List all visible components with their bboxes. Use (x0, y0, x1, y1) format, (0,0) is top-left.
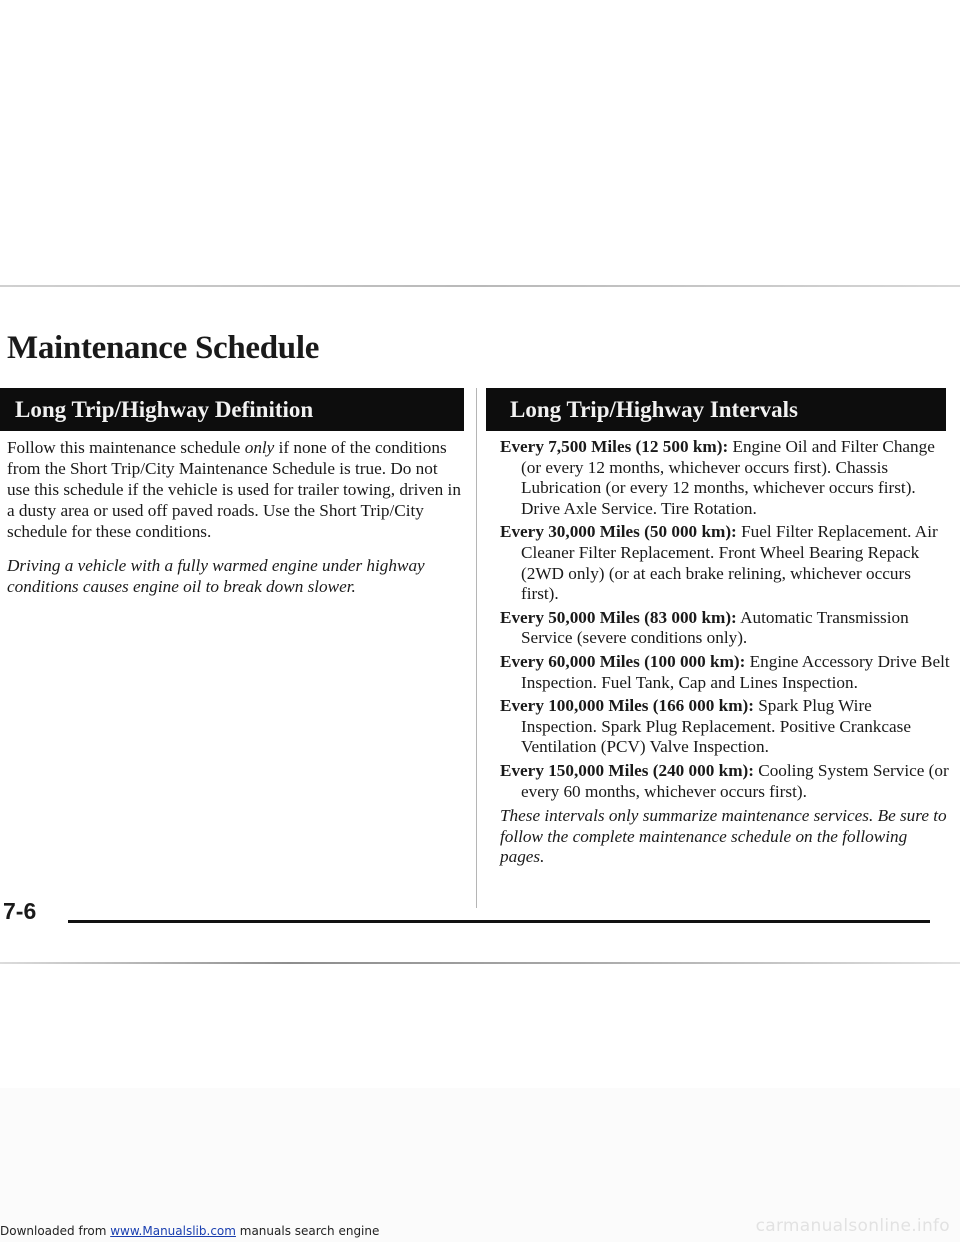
interval-item: Every 60,000 Miles (100 000 km): Engine Accessory Drive Belt Inspection. Fuel Tank, Cap and Lines Inspection. (500, 651, 950, 692)
top-rule (0, 285, 960, 287)
definition-section (7, 437, 462, 597)
page-title: Maintenance Schedule (7, 330, 320, 366)
interval-item: Every 150,000 Miles (240 000 km): Cooling System Service (or every 60 months, whichever occurs first). (500, 760, 949, 801)
bottom-rule (0, 962, 960, 964)
page-number: 7-6 (3, 898, 37, 924)
definition-paragraph: Follow this maintenance schedule only if none of the conditions from the Short Trip/City Maintenance Schedule is true. Do not use this schedule if the vehicle is used for trailer towing, driven in a dusty area or used off paved roads. Use the Short Trip/City schedule for these conditions. (7, 438, 461, 541)
footer-rule (68, 920, 930, 923)
intervals-section (500, 437, 950, 868)
download-watermark: Downloaded from www.Manualslib.com manuals search engine (0, 1224, 380, 1238)
definition-note: Driving a vehicle with a fully warmed engine under highway conditions causes engine oil to break down slower. (7, 556, 425, 596)
interval-item: Every 50,000 Miles (83 000 km): Automatic Transmission Service (severe conditions only). (500, 607, 909, 648)
site-watermark: carmanualsonline.info (755, 1216, 950, 1236)
emphasis-only: only (244, 438, 275, 457)
interval-item: Every 7,500 Miles (12 500 km): Engine Oil and Filter Change (or every 12 months, whichever occurs first). Chassis Lubrication (or every 12 months, whichever occurs first). Drive Axle Service. Tire Rotation. (500, 437, 935, 518)
interval-item: Every 100,000 Miles (166 000 km): Spark Plug Wire Inspection. Spark Plug Replacement. Positive Crankcase Ventilation (PCV) Valve Inspection. (500, 696, 911, 757)
column-divider (476, 388, 477, 908)
manualslib-link[interactable]: www.Manualslib.com (110, 1224, 236, 1238)
long-trip-intervals-header: Long Trip/Highway Intervals (486, 388, 946, 431)
intervals-note: These intervals only summarize maintenance services. Be sure to follow the complete maintenance schedule on the following pages. (500, 806, 947, 867)
interval-item: Every 30,000 Miles (50 000 km): Fuel Filter Replacement. Air Cleaner Filter Replacement. Front Wheel Bearing Repack (2WD only) (or at each brake relining, whichever occurs first). (500, 522, 938, 604)
long-trip-definition-header: Long Trip/Highway Definition (0, 388, 464, 431)
